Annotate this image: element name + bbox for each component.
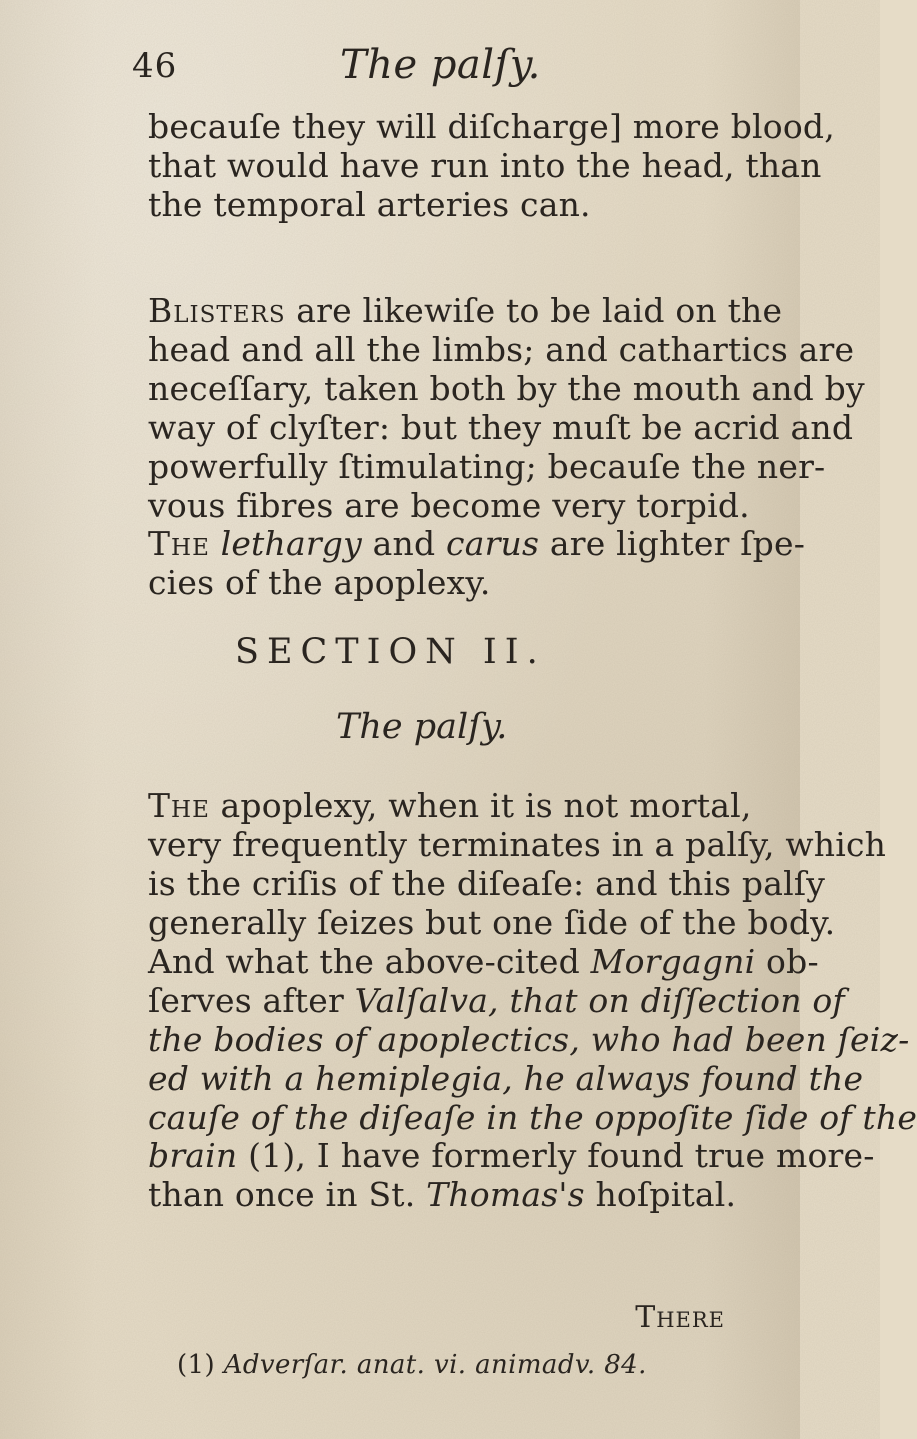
- footnote: [177, 1350, 647, 1380]
- paragraph-4-thomas: Thomas's: [426, 1175, 585, 1215]
- paragraph-2-line-4: way of clyſter: but they muſt be acrid and: [148, 407, 854, 447]
- paragraph-3: [148, 524, 806, 603]
- paragraph-4-line-1-text: apoplexy, when it is not mortal,: [209, 786, 752, 825]
- paragraph-4-brain: brain: [148, 1136, 238, 1176]
- paragraph-4-line-5: [148, 941, 819, 982]
- paragraph-4-lead: The: [148, 786, 210, 825]
- paragraph-4-valsalva: Valſalva, that on diſſection of: [354, 980, 845, 1020]
- paragraph-4: [148, 786, 917, 1215]
- paragraph-3-line-1: [148, 524, 806, 564]
- paragraph-4-line-3: is the criſis of the diſeaſe: and this palſy: [148, 863, 826, 903]
- paragraph-3-lead: The: [148, 524, 210, 563]
- footnote-text: Adverſar. anat. vi. animadv. 84.: [223, 1350, 647, 1380]
- paragraph-1-line-2: that would have run into the head, than: [148, 145, 822, 185]
- paragraph-4-line-1: [148, 787, 768, 826]
- paragraph-3-carus: carus: [446, 524, 540, 563]
- paragraph-1: [148, 107, 835, 225]
- page-number: 46: [132, 46, 178, 86]
- paragraph-4-line-11-end: hoſpital.: [584, 1175, 737, 1215]
- paragraph-4-line-9: cauſe of the diſeaſe in the oppoſite ſide of the: [148, 1097, 917, 1137]
- paragraph-4-line-6-text: ſerves after: [148, 980, 355, 1020]
- page-header: [120, 40, 720, 100]
- footnote-marker: (1): [177, 1350, 216, 1380]
- paragraph-3-part-5: are lighter ſpe-: [539, 524, 806, 563]
- paragraph-2-line-1-text: are likewiſe to be laid on the: [285, 291, 783, 330]
- paragraph-1-line-1: becauſe they will diſcharge] more blood,: [148, 107, 835, 146]
- paragraph-1-line-3: the temporal arteries can.: [148, 184, 591, 224]
- paragraph-4-line-5-text: And what the above-cited: [148, 941, 591, 981]
- paragraph-4-line-11-text: than once in St.: [148, 1175, 427, 1215]
- paragraph-2-line-3: neceſſary, taken both by the mouth and by: [148, 368, 865, 408]
- paragraph-3-part-3: and: [361, 524, 447, 563]
- paragraph-2: [148, 291, 865, 526]
- paragraph-4-line-5-end: ob-: [755, 941, 819, 981]
- section-subheading: The palſy.: [336, 707, 508, 747]
- paragraph-3-part-1: [210, 524, 221, 563]
- paragraph-4-line-2: very frequently terminates in a palſy, which: [148, 824, 887, 864]
- paragraph-4-morgagni: Morgagni: [590, 941, 756, 981]
- paragraph-2-line-6: vous fibres are become very torpid.: [148, 485, 750, 525]
- paragraph-4-line-10-text: (1), I have formerly found true more-: [237, 1136, 875, 1176]
- paragraph-3-lethargy: lethargy: [220, 524, 362, 563]
- paragraph-4-line-6: [148, 980, 845, 1021]
- paragraph-4-line-8: ed with a hemiplegia, he always found the: [148, 1058, 864, 1098]
- paragraph-3-line-2: cies of the apoplexy.: [148, 562, 491, 602]
- paragraph-2-lead: Blisters: [148, 291, 286, 330]
- paragraph-2-line-2: head and all the limbs; and cathartics are: [148, 329, 855, 369]
- paragraph-4-line-4: generally ſeizes but one ſide of the body.: [148, 902, 836, 942]
- paragraph-4-line-7: the bodies of apoplectics, who had been ſeiz-: [148, 1019, 910, 1059]
- paragraph-4-line-10: [148, 1136, 875, 1176]
- running-title: The palſy.: [340, 42, 541, 88]
- paragraph-2-line-5: powerfully ſtimulating; becauſe the ner-: [148, 446, 826, 486]
- paragraph-2-line-1: [148, 291, 783, 331]
- section-heading: SECTION II.: [235, 632, 546, 672]
- catchword: There: [635, 1300, 725, 1335]
- paragraph-4-line-11: [148, 1176, 768, 1215]
